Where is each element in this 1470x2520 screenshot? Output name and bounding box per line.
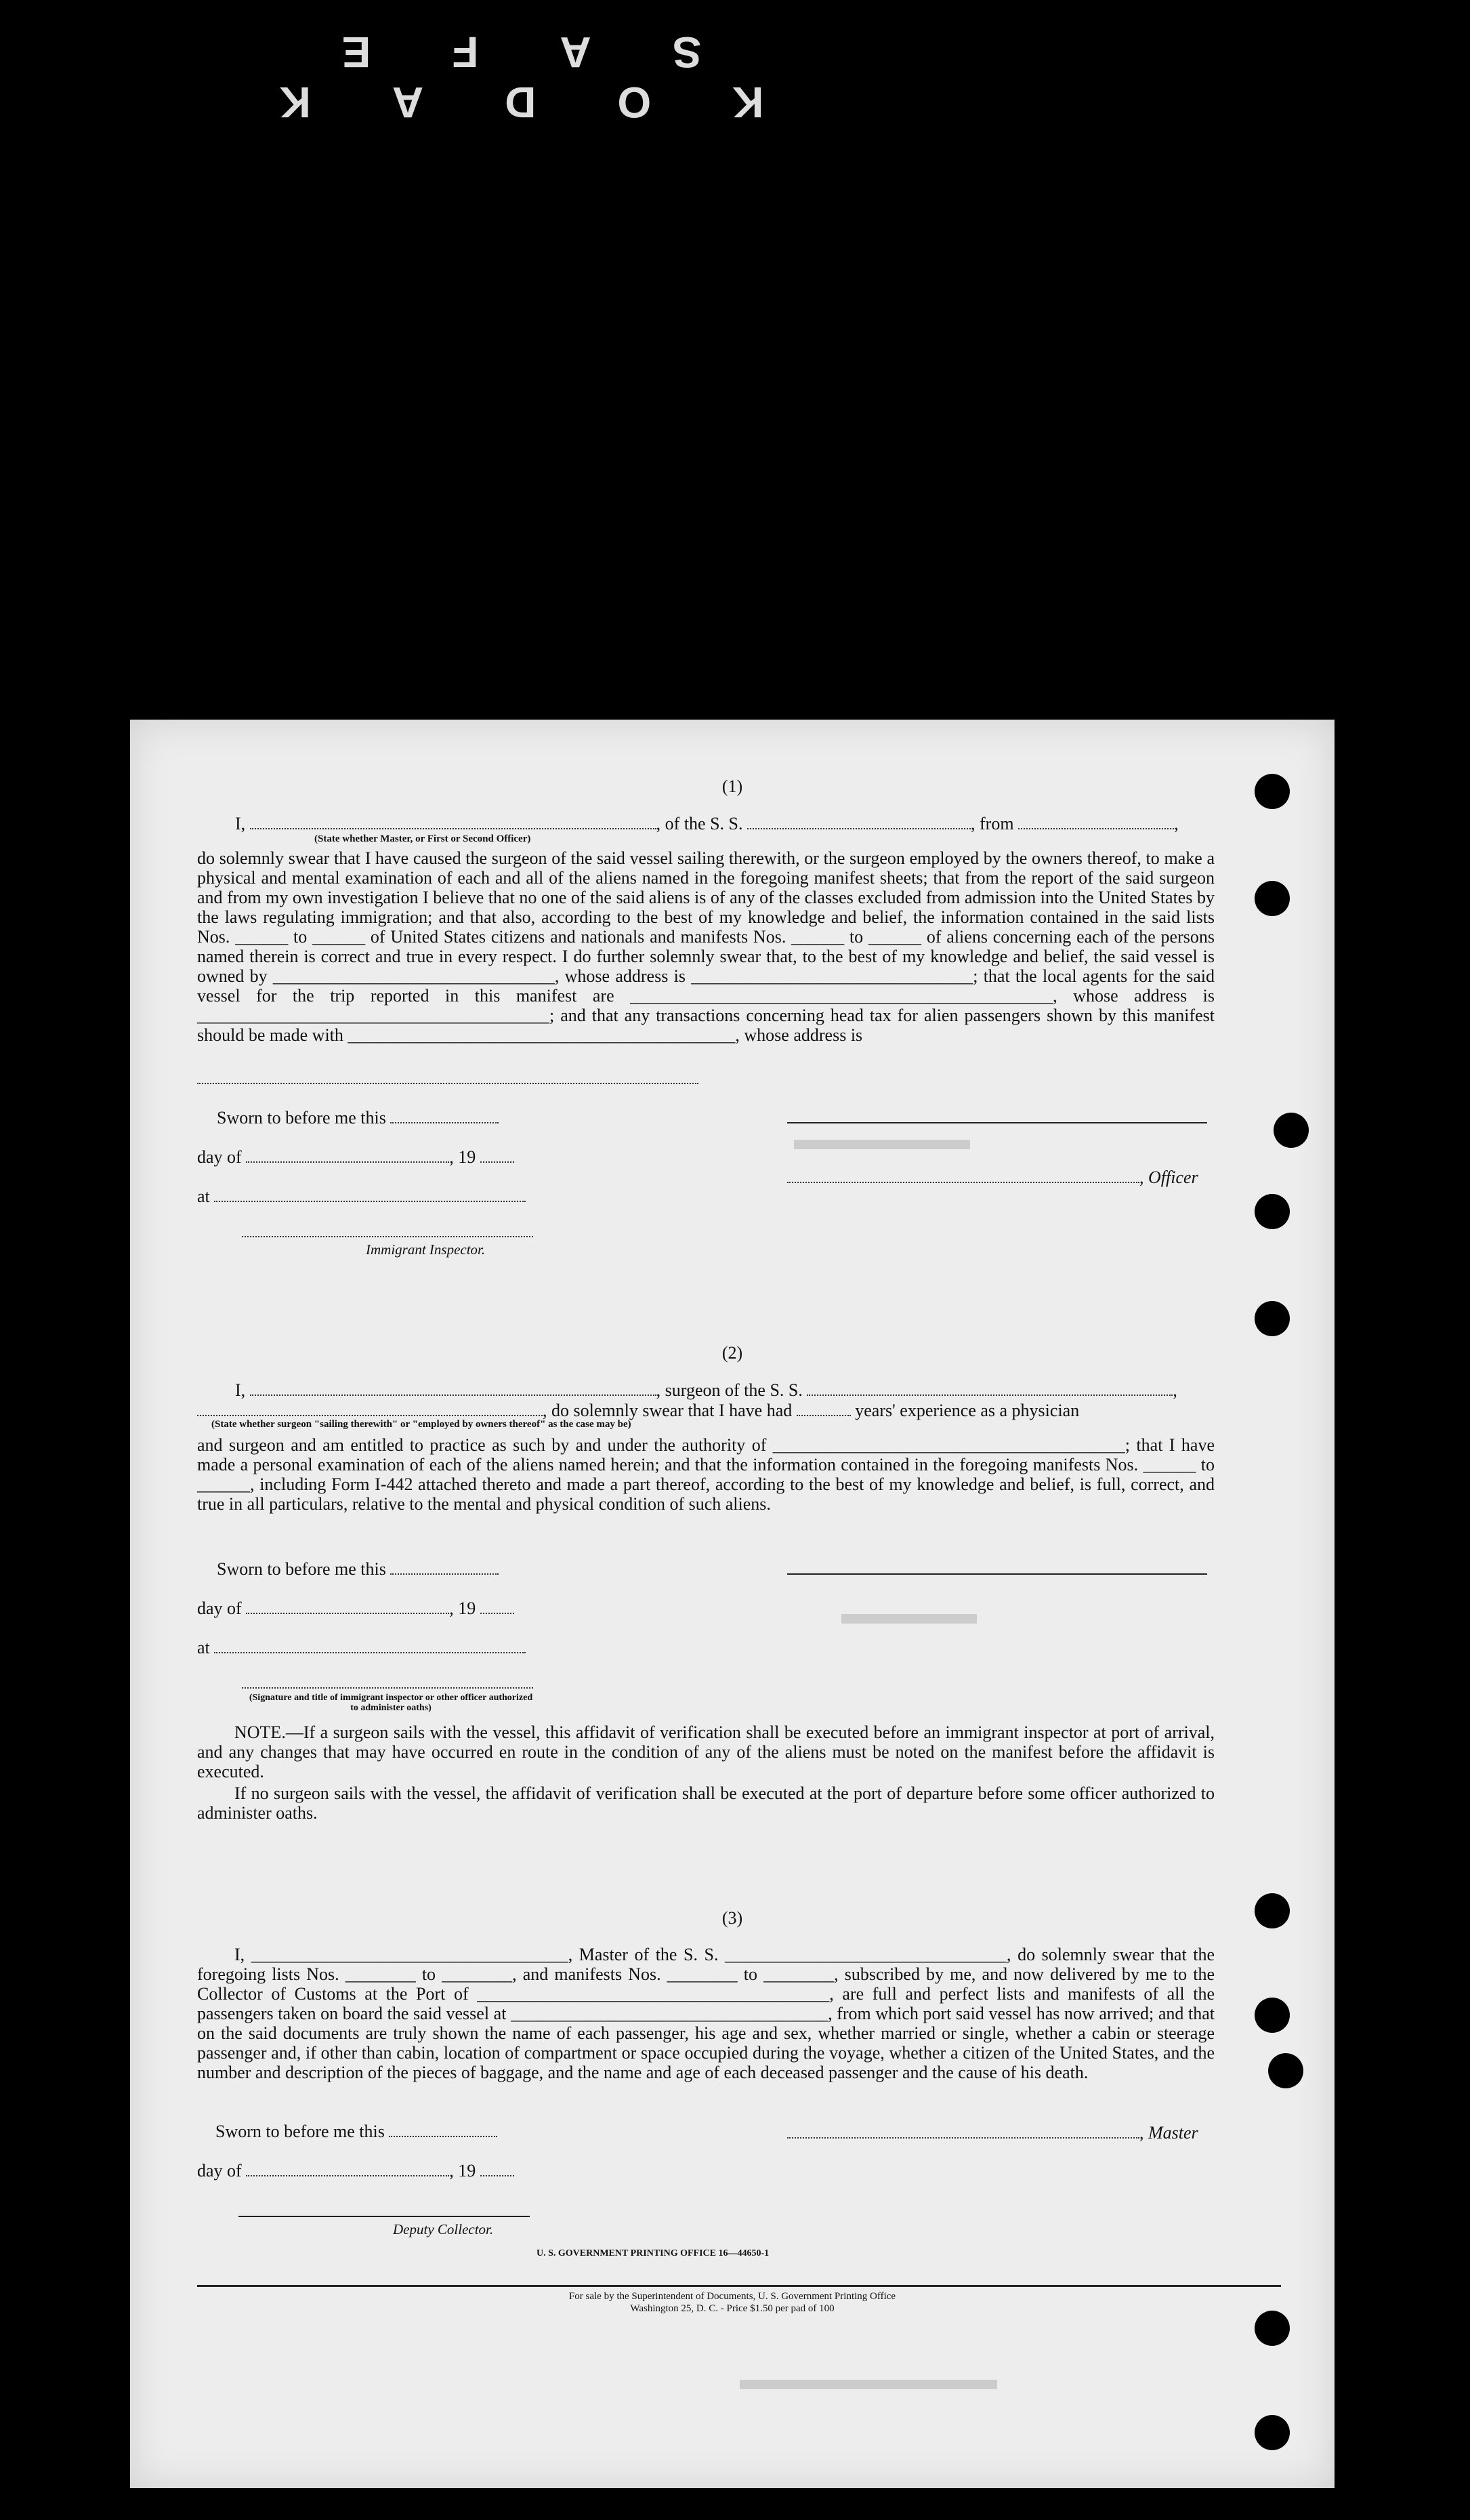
sworn-day-blank[interactable] xyxy=(389,2122,497,2137)
text-sworn: Sworn to before me this xyxy=(217,1108,386,1128)
inspector-signature-line[interactable] xyxy=(242,1236,533,1237)
text-comma: , xyxy=(1173,1380,1177,1400)
surgeon-signature-line[interactable] xyxy=(787,1573,1207,1575)
section-2-line-2 xyxy=(197,1401,1079,1420)
text-surgeon-of-ss: , surgeon of the S. S. xyxy=(656,1380,803,1400)
film-edge-marking: KODAK SAFE xyxy=(198,28,764,127)
immigrant-inspector-caption: Immigrant Inspector. xyxy=(366,1241,486,1258)
section-2-day-of xyxy=(197,1599,514,1617)
text-i: I, xyxy=(235,1380,246,1400)
place-blank[interactable] xyxy=(214,1638,526,1653)
month-blank[interactable] xyxy=(246,1599,449,1614)
bleed-through-mark xyxy=(740,2380,997,2389)
footer-text xyxy=(130,2290,1335,2315)
binder-hole xyxy=(1255,2415,1290,2450)
binder-hole xyxy=(1268,2053,1303,2088)
section-1-caption: (State whether Master, or First or Second Officer) xyxy=(314,833,531,844)
surgeon-status-blank[interactable] xyxy=(197,1401,543,1416)
section-2-caption: (State whether surgeon "sailing therewith" or "employed by owners thereof" as the case may be) xyxy=(211,1419,631,1430)
section-3-sworn xyxy=(215,2122,497,2141)
surgeon-name-blank[interactable] xyxy=(250,1381,656,1396)
binder-hole xyxy=(1255,881,1290,916)
section-1-officer xyxy=(787,1168,1198,1186)
text-day-of: day of xyxy=(197,2161,242,2181)
section-1-address-blank[interactable] xyxy=(197,1083,698,1084)
footer-line-2: Washington 25, D. C. - Price $1.50 per pad of 100 xyxy=(630,2303,835,2314)
text-master: , Master xyxy=(1139,2123,1198,2143)
section-3-body: I, ____________________________________, Master of the S. S. ________________________________, do solemnly swear that the foregoing lists Nos. ________ to ________, and manifests Nos. ________ to ________, subscribed by me, and now delivered by me to the Collector of Customs at the Port of ________________________________________, are full and perfect lists and manifests of all the passengers taken on board the said vessel at ____________________________________, from which port said vessel has now arrived; and that on the said documents are truly shown the name of each passenger, his age and sex, whether married or single, whether a cabin or steerage passenger and, if other than cabin, location of compartment or space occupied during the voyage, whether a citizen of the United States, and the number and description of the pieces of baggage, and the name and age of each deceased passenger and the cause of his death. xyxy=(197,1945,1215,2082)
section-1-sworn xyxy=(217,1109,499,1127)
year-blank[interactable] xyxy=(480,1599,514,1614)
section-1-line-1 xyxy=(235,814,1179,833)
master-name-blank[interactable] xyxy=(250,814,656,829)
binder-hole xyxy=(1274,1113,1309,1148)
text-of-ss: , of the S. S. xyxy=(656,814,743,833)
from-port-blank[interactable] xyxy=(1018,814,1174,829)
text-year: , 19 xyxy=(449,1598,476,1618)
sworn-day-blank[interactable] xyxy=(390,1560,499,1575)
officer-signature-line[interactable] xyxy=(242,1687,533,1689)
binder-hole xyxy=(1255,1998,1290,2033)
text-sworn: Sworn to before me this xyxy=(217,1559,386,1579)
vessel-name-blank[interactable] xyxy=(747,814,971,829)
officer-title-blank[interactable] xyxy=(787,1168,1139,1183)
text-year: , 19 xyxy=(449,1147,476,1167)
vessel-name-blank[interactable] xyxy=(807,1381,1173,1396)
section-3-master xyxy=(787,2124,1198,2142)
text-year: , 19 xyxy=(449,2161,476,2181)
text-at: at xyxy=(197,1638,210,1657)
footer-line-1: For sale by the Superintendent of Documents, U. S. Government Printing Office xyxy=(568,2291,896,2302)
text-from: , from xyxy=(971,814,1014,833)
text-years-experience: years' experience as a physician xyxy=(855,1401,1080,1420)
section-2-sworn xyxy=(217,1560,499,1578)
text-do-solemnly-swear: , do solemnly swear that I have had xyxy=(543,1401,793,1420)
place-blank[interactable] xyxy=(214,1187,526,1202)
year-blank[interactable] xyxy=(480,2162,514,2176)
surgeon-note-2: If no surgeon sails with the vessel, the affidavit of verification shall be executed at the port of departure before some officer authorized to administer oaths. xyxy=(197,1783,1215,1823)
text-day-of: day of xyxy=(197,1147,242,1167)
section-1-day-of xyxy=(197,1148,514,1166)
year-blank[interactable] xyxy=(480,1148,514,1163)
surgeon-note: NOTE.—If a surgeon sails with the vessel, this affidavit of verification shall be executed before an immigrant inspector at port of arrival, and any changes that may have occurred en route in the condition of any of the aliens must be noted on the manifest before the affidavit is executed. xyxy=(197,1722,1215,1781)
section-3-day-of xyxy=(197,2162,514,2180)
signature-caption: (Signature and title of immigrant inspector or other officer authorized to administer oaths) xyxy=(249,1693,533,1713)
text-day-of: day of xyxy=(197,1598,242,1618)
month-blank[interactable] xyxy=(246,1148,449,1163)
footer-rule xyxy=(197,2285,1281,2287)
month-blank[interactable] xyxy=(246,2162,449,2176)
text-sworn: Sworn to before me this xyxy=(215,2122,385,2141)
years-blank[interactable] xyxy=(797,1401,851,1416)
gpo-line: U. S. GOVERNMENT PRINTING OFFICE 16—44650-1 xyxy=(537,2248,770,2258)
deputy-collector-signature-line[interactable] xyxy=(238,2216,530,2217)
section-1-body: do solemnly swear that I have caused the surgeon of the said vessel sailing therewith, or the surgeon employed by the owners thereof, to make a physical and mental examination of each and all of the aliens named in the foregoing manifest sheets; that from the report of the said surgeon and from my own investigation I believe that no one of the said aliens is of any of the classes excluded from admission into the United States by the laws regulating immigration; and that also, according to the best of my knowledge and belief, the information contained in the said lists Nos. ______ to ______ of United States citizens and nationals and manifests Nos. ______ to ______ of aliens concerning each of the persons named therein is correct and true in every respect. I do further solemnly swear that, to the best of my knowledge and belief, the said vessel is owned by ________________________________, whose address is ________________________________; that the local agents for the said vessel for the trip reported in this manifest are ________________________________________________, whose address is ________________________________________; and that any transactions concerning head tax for alien passengers shown by this manifest should be made with ____________________________________________, whose address is xyxy=(197,848,1215,1045)
section-1-heading: (1) xyxy=(721,777,743,796)
text-officer: , Officer xyxy=(1139,1168,1198,1187)
binder-hole xyxy=(1255,1301,1290,1336)
binder-hole xyxy=(1255,1194,1290,1229)
section-2-body: and surgeon and am entitled to practice as such by and under the authority of ________________________________________; that I have made a personal examination of each of the aliens named herein; and that the information contained in the foregoing manifests Nos. ______ to ______, including Form I-442 attached thereto and made a part thereof, according to the best of my knowledge and belief, is full, correct, and true in all particulars, relative to the mental and physical condition of such aliens. xyxy=(197,1435,1215,1514)
section-1-at xyxy=(197,1187,526,1205)
bleed-through-mark xyxy=(841,1614,977,1624)
officer-signature-line[interactable] xyxy=(787,1122,1207,1123)
text-i: I, xyxy=(235,814,246,833)
section-3-heading: (3) xyxy=(721,1908,743,1928)
bleed-through-mark xyxy=(794,1140,970,1149)
binder-hole xyxy=(1255,2311,1290,2346)
manifest-affidavit-page xyxy=(130,720,1335,2488)
deputy-collector-caption: Deputy Collector. xyxy=(393,2221,494,2237)
section-2-line-1 xyxy=(235,1381,1177,1399)
section-2-at xyxy=(197,1638,526,1657)
text-at: at xyxy=(197,1186,210,1206)
section-2-heading: (2) xyxy=(721,1343,743,1363)
sworn-day-blank[interactable] xyxy=(390,1109,499,1123)
master-signature-blank[interactable] xyxy=(787,2124,1139,2139)
text-comma: , xyxy=(1174,814,1179,833)
